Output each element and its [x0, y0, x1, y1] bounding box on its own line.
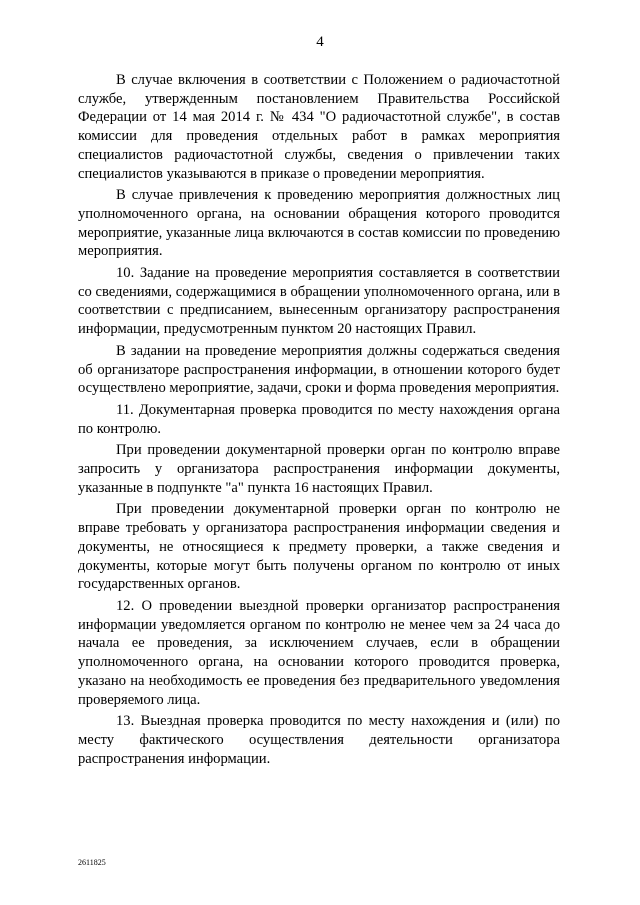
document-code: 2611825: [78, 858, 106, 867]
paragraph-12-onsite-notice: 12. О проведении выездной проверки организатор распространения информации уведомляется органом по контролю не менее чем за 24 часа до начала ее проведения, за исключением случаев, если в обращении уполномоченного органа, на основании которого проводится проверка, указано на необходимость ее проведения без предварительного уведомления проверяемого лица.: [78, 597, 560, 708]
paragraph-not-entitled: При проведении документарной проверки орган по контролю не вправе требовать у организатора распространения информации сведения и документы, не относящиеся к предмету проверки, а также сведения и документы, которые могут быть получены органом по контролю от иных государственных органов.: [78, 501, 560, 593]
page-number: 4: [316, 34, 324, 50]
paragraph-authorized-officials: В случае привлечения к проведению мероприятия должностных лиц уполномоченного органа, на основании обращения которого проводится мероприятие, указанные лица включаются в состав комиссии по проведению мероприятия.: [78, 187, 560, 260]
paragraph-11-documentary-check: 11. Документарная проверка проводится по месту нахождения органа по контролю.: [78, 401, 560, 437]
paragraph-10-task: 10. Задание на проведение мероприятия составляется в соответствии со сведениями, содержащимися в обращении уполномоченного органа, или в соответствии с предписанием, вынесенным организатору распространения информации, предусмотренным пунктом 20 настоящих Правил.: [78, 265, 560, 338]
paragraph-task-contents: В задании на проведение мероприятия должны содержаться сведения об организаторе распространения информации, в отношении которого будет осуществлено мероприятие, задачи, сроки и форма проведения мероприятия.: [78, 342, 560, 397]
paragraph-13-onsite-location: 13. Выездная проверка проводится по месту нахождения и (или) по месту фактического осуществления деятельности организатора распространения информации.: [78, 713, 560, 767]
paragraph-radio-service: В случае включения в соответствии с Положением о радиочастотной службе, утвержденным постановлением Правительства Российской Федерации от 14 мая 2014 г. № 434 "О радиочастотной службе", в состав комиссии для проведения отдельных работ в рамках мероприятия специалистов радиочастотной службы, сведения о привлечении таких специалистов указываются в приказе о проведении мероприятия.: [78, 72, 560, 182]
paragraph-request-documents: При проведении документарной проверки орган по контролю вправе запросить у организатора распространения информации документы, указанные в подпункте "а" пункта 16 настоящих Правил.: [78, 442, 560, 496]
document-body: [78, 71, 560, 771]
